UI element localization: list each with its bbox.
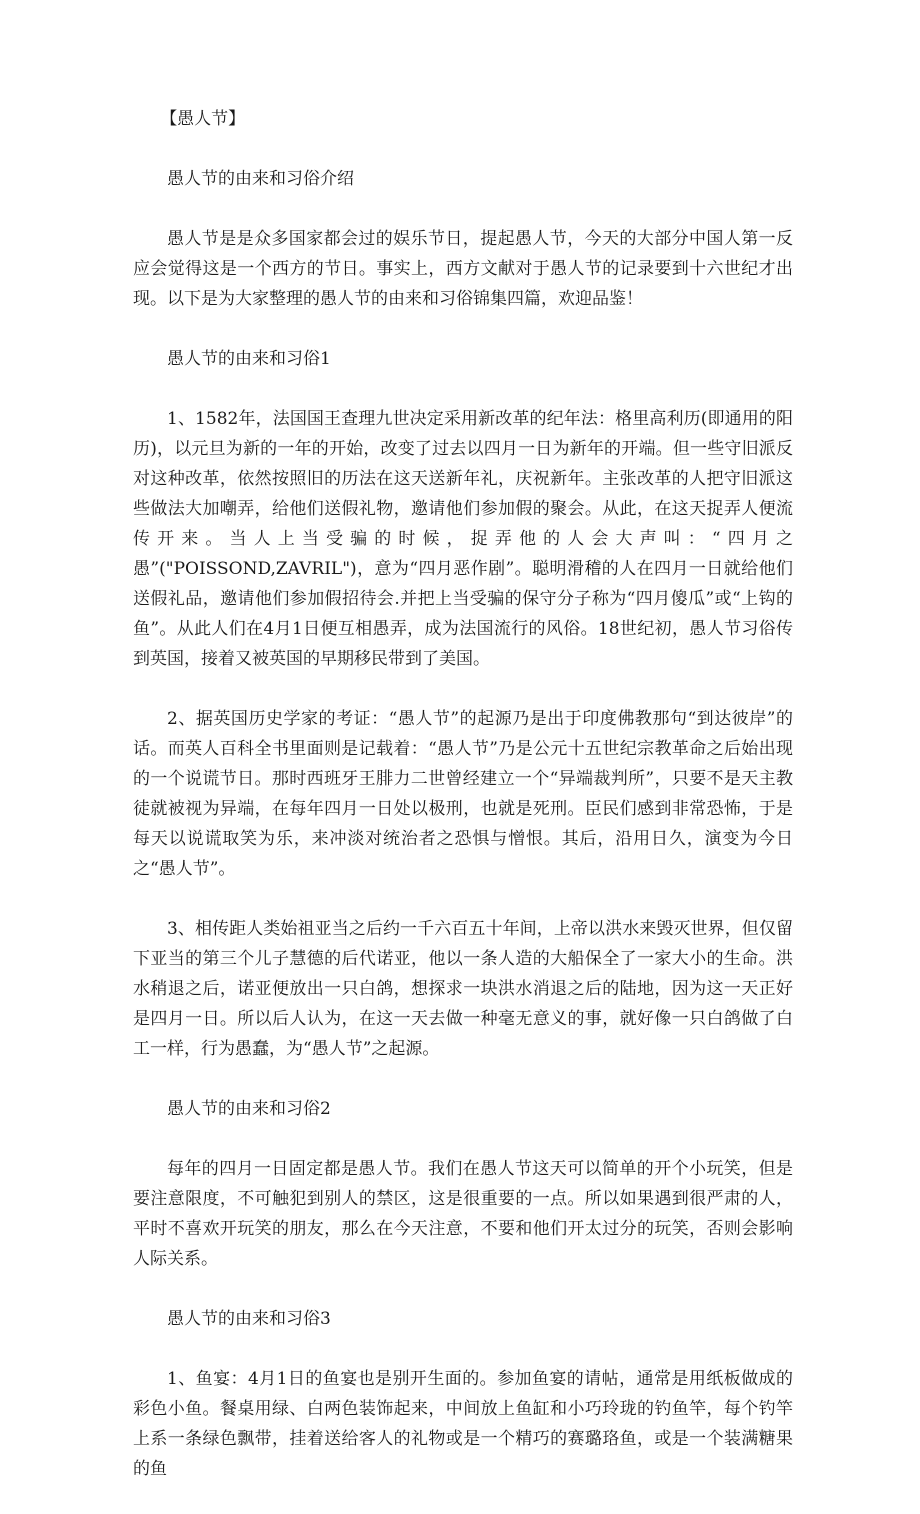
section-1-paragraph-3: 3、相传距人类始祖亚当之后约一千六百五十年间，上帝以洪水来毁灭世界，但仅留下亚当的第三个儿子慧德的后代诺亚，他以一条人造的大船保全了一家大小的生命。洪水稍退之后，诺亚便放出一只白鸽，想探求一块洪水消退之后的陆地，因为这一天正好是四月一日。所以后人认为，在这一天去做一种毫无意义的事，就好像一只白鸽做了白工一样，行为愚蠢，为“愚人节”之起源。 — [133, 919, 793, 1059]
section-3-heading: 愚人节的由来和习俗3 — [167, 1309, 331, 1329]
document-subtitle: 愚人节的由来和习俗介绍 — [167, 169, 354, 189]
document-body — [133, 104, 793, 1514]
intro-paragraph: 愚人节是是众多国家都会过的娱乐节日，提起愚人节，今天的大部分中国人第一反应会觉得这是一个西方的节日。事实上，西方文献对于愚人节的记录要到十六世纪才出现。以下是为大家整理的愚人节的由来和习俗锦集四篇，欢迎品鉴！ — [133, 229, 793, 309]
document-title: 【愚人节】 — [160, 109, 246, 129]
section-2-heading: 愚人节的由来和习俗2 — [167, 1099, 331, 1119]
section-1-paragraph-1: 1、1582年，法国国王查理九世决定采用新改革的纪年法：格里高利历(即通用的阳历)，以元旦为新的一年的开始，改变了过去以四月一日为新年的开端。但一些守旧派反对这种改革，依然按照旧的历法在这天送新年礼，庆祝新年。主张改革的人把守旧派这些做法大加嘲弄，给他们送假礼物，邀请他们参加假的聚会。从此，在这天捉弄人便流传开来。当人上当受骗的时候，捉弄他的人会大声叫：“四月之愚”("POISSOND,ZAVRIL")，意为“四月恶作剧”。聪明滑稽的人在四月一日就给他们送假礼品，邀请他们参加假招待会.并把上当受骗的保守分子称为“四月傻瓜”或“上钩的鱼”。从此人们在4月1日便互相愚弄，成为法国流行的风俗。18世纪初，愚人节习俗传到英国，接着又被英国的早期移民带到了美国。 — [133, 409, 793, 669]
section-1-paragraph-2: 2、据英国历史学家的考证：“愚人节”的起源乃是出于印度佛教那句“到达彼岸”的话。而英人百科全书里面则是记载着：“愚人节”乃是公元十五世纪宗教革命之后始出现的一个说谎节日。那时西班牙王腓力二世曾经建立一个“异端裁判所”，只要不是天主教徒就被视为异端，在每年四月一日处以极刑，也就是死刑。臣民们感到非常恐怖，于是每天以说谎取笑为乐，来冲淡对统治者之恐惧与憎恨。其后，沿用日久，演变为今日之“愚人节”。 — [133, 709, 793, 879]
section-1-heading: 愚人节的由来和习俗1 — [167, 349, 331, 369]
section-2-paragraph-1: 每年的四月一日固定都是愚人节。我们在愚人节这天可以简单的开个小玩笑，但是要注意限度，不可触犯到别人的禁区，这是很重要的一点。所以如果遇到很严肃的人，平时不喜欢开玩笑的朋友，那么在今天注意，不要和他们开太过分的玩笑，否则会影响人际关系。 — [133, 1159, 793, 1269]
section-3-paragraph-1: 1、鱼宴：4月1日的鱼宴也是别开生面的。参加鱼宴的请帖，通常是用纸板做成的彩色小鱼。餐桌用绿、白两色装饰起来，中间放上鱼缸和小巧玲珑的钓鱼竿，每个钓竿上系一条绿色飘带，挂着送给客人的礼物或是一个精巧的赛璐珞鱼，或是一个装满糖果的鱼 — [133, 1369, 793, 1479]
